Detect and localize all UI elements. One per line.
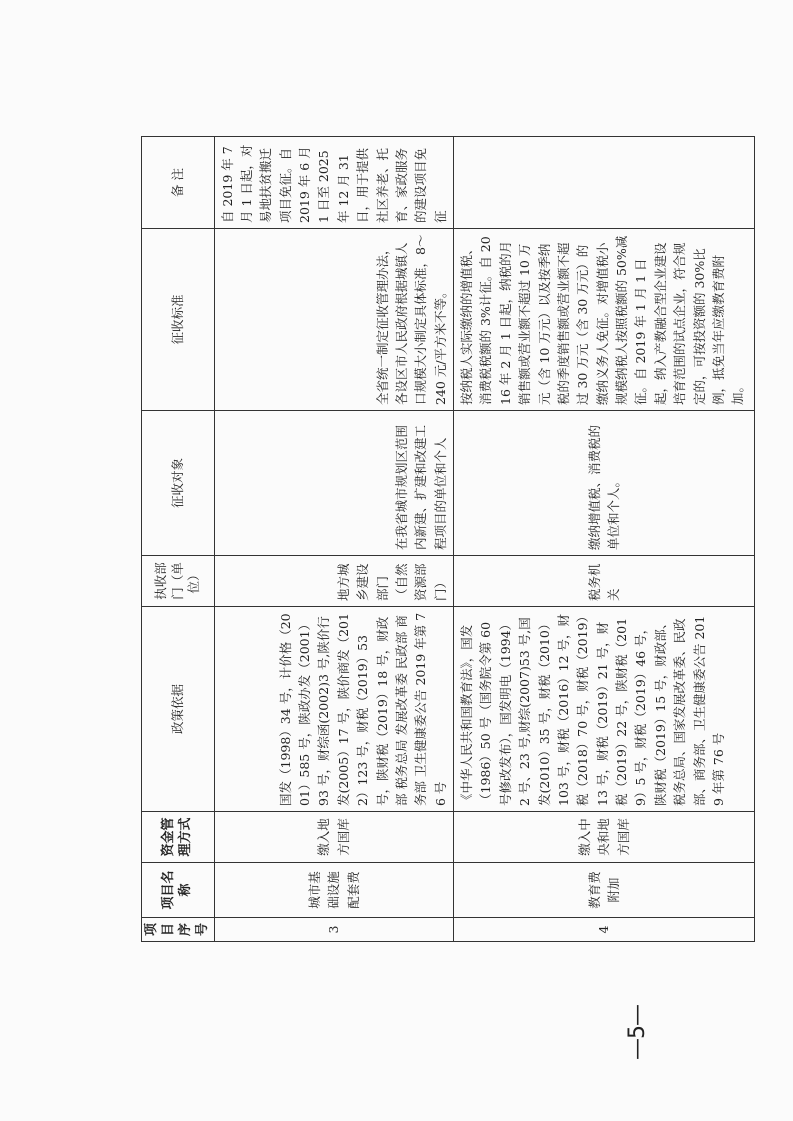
row-target: 在我省城市规划区范围内新建、扩建和改建工程项目的单位和个人 (214, 411, 454, 556)
header-dept: 执收部门（单位） (142, 556, 215, 607)
row-seq: 4 (454, 918, 755, 942)
header-name: 项目名称 (142, 863, 215, 918)
table-header-row (142, 137, 215, 942)
row-dept: 税务机关 (454, 556, 755, 607)
row-basis: 国发（1998）34 号，计价格（2001）585 号，陕政办发（2001）93 号，财综函(2002)3 号,陕价行发(2005）17 号，陕价商发（2012）123 号，财税（2019）53 号，陕财税（2019）18 号，财政部 税务总局 发展改革委 民政部 商务部 卫生健康委公告 2019 年第 76 号 (214, 607, 454, 812)
row-seq: 3 (214, 918, 454, 942)
rotated-table-container (141, 137, 746, 942)
row-mgmt: 缴入地方国库 (214, 812, 454, 863)
row-dept: 地方城乡建设部门（自然资源部门） (214, 556, 454, 607)
header-standard: 征收标准 (142, 229, 215, 411)
fee-policy-table (141, 136, 755, 942)
header-basis: 政策依据 (142, 607, 215, 812)
row-remark (454, 137, 755, 229)
header-mgmt: 资金管理方式 (142, 812, 215, 863)
header-target: 征收对象 (142, 411, 215, 556)
page-number: —5— (625, 1005, 650, 1060)
row-remark: 自 2019 年 7 月 1 日起，对易地扶贫搬迁项目免征。自 2019 年 6 月 1 日至 2025 年 12 月 31 日，用于提供社区养老、托育、家政服务的建设项目免征 (214, 137, 454, 229)
row-name: 城市基础设施配套费 (214, 863, 454, 918)
table-row (454, 137, 755, 942)
table-row (214, 137, 454, 942)
row-mgmt: 缴入中央和地方国库 (454, 812, 755, 863)
row-basis: 《中华人民共和国教育法》，国发（1986）50 号（国务院令第 60 号修改发布），国发明电（1994）2 号、23 号,财综(2007)53 号,国发(2010）35 号，财税（2010）103 号，财税（2016）12 号，财税（2018）70 号，财税（2019）13 号，财税（2019）21 号，财税（2019）22 号，陕财税（2019）5 号，财税（2019）46 号，陕财税（2019）15 号，财政部、税务总局、国家发展改革委、民政部、商务部、卫生健康委公告 2019 年第 76 号 (454, 607, 755, 812)
row-standard: 按纳税人实际缴纳的增值税、消费税税额的 3%计征。自 2016 年 2 月 1 日起，纳税的月销售额或营业额不超过 10 万元（含 10 万元）以及按季纳税的季度销售额或营业额不超过 30 万元（含 30 万元）的缴纳义务人免征。对增值税小规模纳税人按照税额的 50%减征。自 2019 年 1 月 1 日起，纳入产教融合型企业建设培育范围的试点企业，符合规定的，可按投资额的 30%比例，抵免当年应缴教育费附加。 (454, 229, 755, 411)
header-seq: 项目序号 (142, 918, 215, 942)
row-name: 教育费附加 (454, 863, 755, 918)
header-remark: 备 注 (142, 137, 215, 229)
row-target: 缴纳增值税、消费税的单位和个人。 (454, 411, 755, 556)
row-standard: 全省统一制定征收管理办法，各设区市人民政府根据城镇人口规模大小制定具体标准，8～240 元/平方米不等。 (214, 229, 454, 411)
